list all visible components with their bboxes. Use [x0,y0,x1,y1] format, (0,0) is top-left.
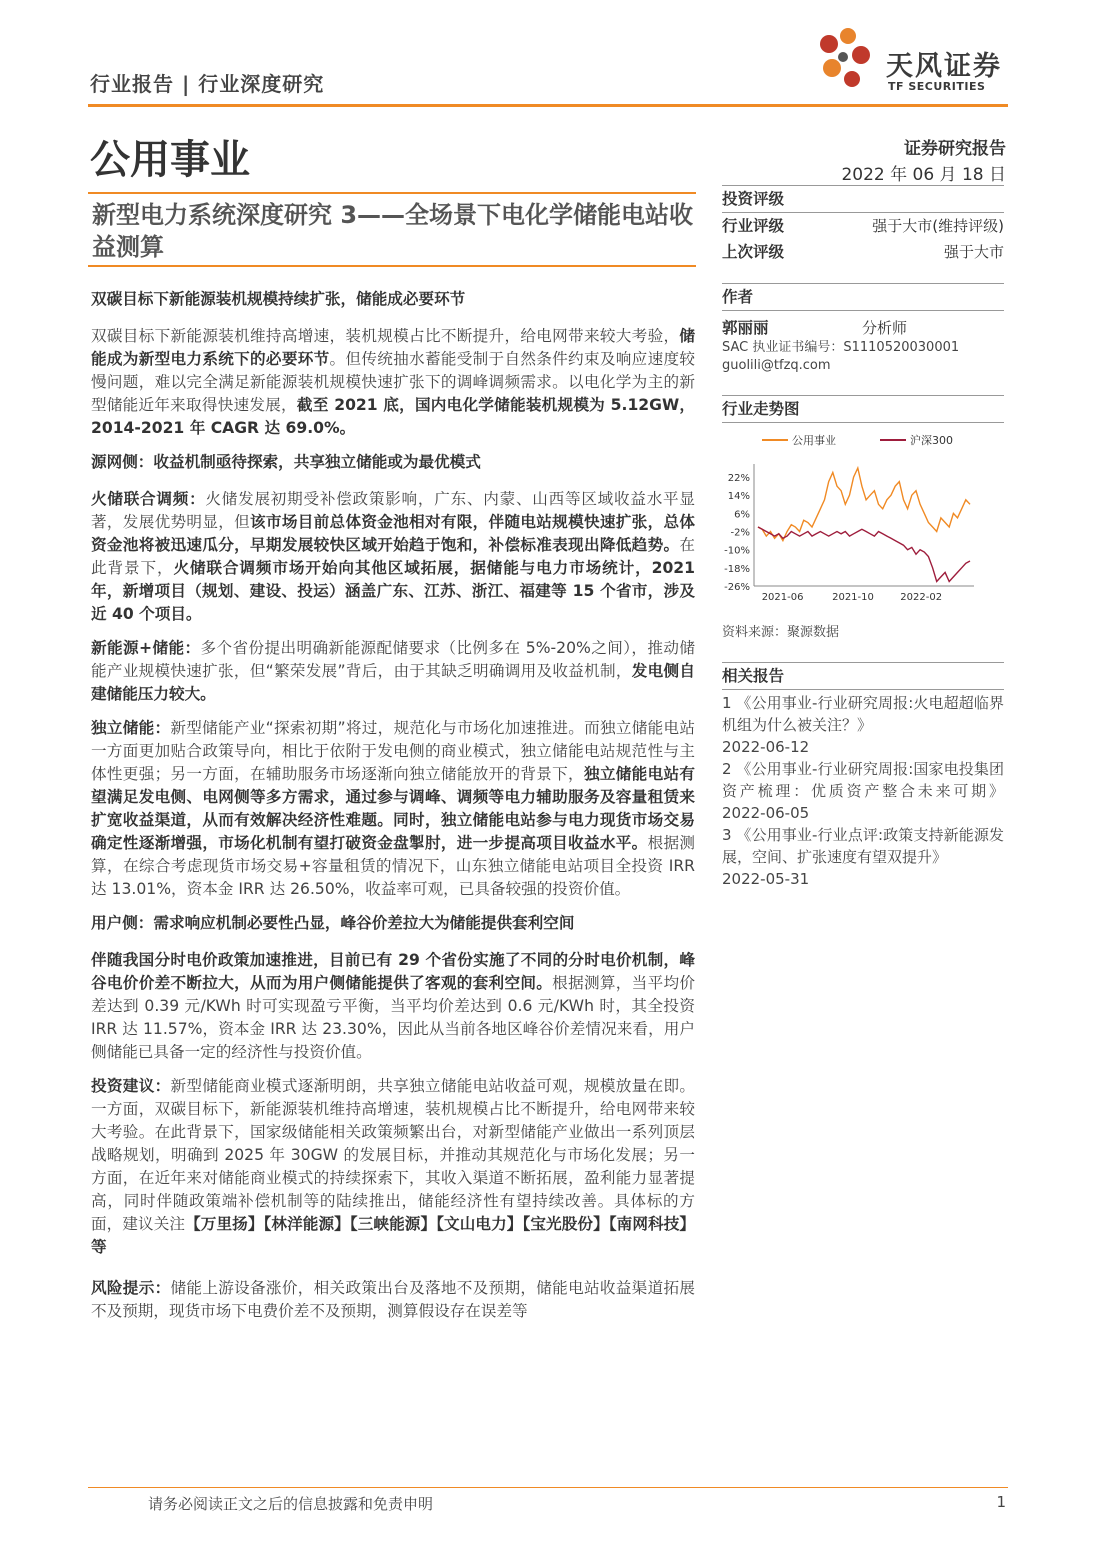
divider [722,310,1004,311]
related-item[interactable]: 1 《公用事业-行业研究周报:火电超超临界机组为什么被关注？》 2022-06-12 [722,694,1004,756]
related-title: 相关报告 [722,667,785,685]
related-item[interactable]: 2 《公用事业-行业研究周报:国家电投集团资产梳理：优质资产整合未来可期》 2022-06-05 [722,760,1004,822]
x-tick-label: 2021-06 [761,592,804,603]
chart-block [722,395,1004,423]
chart-title: 行业走势图 [722,400,800,418]
report-date: 2022 年 06 月 18 日 [841,165,1006,185]
y-tick-label: -10% [724,545,750,557]
paragraph: 火储联合调频：火储发展初期受补偿政策影响，广东、内蒙、山西等区域收益水平显著，发展优势明显，但该市场目前总体资金池相对有限，伴随电站规模快速扩张，总体资金池将被迅速瓜分，早期发展较快区域开始趋于饱和，补偿标准表现出降低趋势。在此背景下，火储联合调频市场开始向其他区域拓展，据储能与电力市场统计，2021 年，新增项目（规划、建设、投运）涵盖广东、江苏、浙江、福建等 15 个省市，涉及近 40 个项目。 [91,490,695,623]
report-title: 新型电力系统深度研究 3——全场景下电化学储能电站收益测算 [92,201,694,261]
title-bottom-rule [88,265,696,267]
paragraph: 双碳目标下新能源装机维持高增速，装机规模占比不断提升，给电网带来较大考验，储能成为新型电力系统下的必要环节。但传统抽水蓄能受制于自然条件约束及响应速度较慢问题，难以完全满足新能源装机规模快速扩张下的调峰调频需求。以电化学为主的新型储能近年来取得快速发展，截至 2021 底，国内电化学储能装机规模为 5.12GW，2014-2021 年 CAGR 达 69.0%。 [91,327,695,437]
paragraph: 投资建议：新型储能商业模式逐渐明朗，共享独立储能电站收益可观，规模放量在即。一方面，双碳目标下，新能源装机维持高增速，装机规模占比不断提升，给电网带来较大考验。在此背景下，国家级储能相关政策频繁出台，对新型储能产业做出一系列顶层战略规划，明确到 2025 年 30GW 的发展目标，并推动其规范化与市场化发展；另一方面，在近年来对储能商业模式的持续探索下，其收入渠道不断拓展，盈利能力显著提高，同时伴随政策端补偿机制等的陆续推出，储能经济性有望持续改善。具体标的方面，建议关注【万里扬】【林洋能源】【三峡能源】【文山电力】【宝光股份】【南网科技】等 [91,1077,695,1256]
section-heading: 源网侧：收益机制亟待探索，共享独立储能或为最优模式 [91,453,481,471]
paragraph: 伴随我国分时电价政策加速推进，目前已有 29 个省份实施了不同的分时电价机制，峰谷电价价差不断拉大，从而为用户侧储能提供了客观的套利空间。根据测算，当平均价差达到 0.39 元/KWh 时可实现盈亏平衡，当平均价差达到 0.6 元/KWh 时，其全投资 IRR 达 11.57%，资本金 IRR 达 23.30%，因此从当前各地区峰谷价差情况来看，用户侧储能已具备一定的经济性与投资价值。 [91,951,695,1061]
paragraph: 风险提示：储能上游设备涨价，相关政策出台及落地不及预期，储能电站收益渠道拓展不及预期，现货市场下电费价差不及预期，测算假设存在误差等 [91,1279,695,1320]
y-tick-label: 6% [734,509,750,521]
y-tick-label: 14% [727,491,750,503]
header-divider [88,104,1008,107]
main-body [91,288,695,1334]
divider [722,689,1004,690]
report-category: 行业报告 | 行业深度研究 [90,72,325,96]
rating-title: 投资评级 [722,190,785,208]
title-top-rule [88,192,696,194]
series-line-hs300 [758,527,970,582]
chart-source: 资料来源：聚源数据 [722,625,840,640]
legend-label-hs300: 沪深300 [910,434,953,447]
x-tick-label: 2021-10 [832,592,874,603]
paragraph: 新能源+储能：多个省份提出明确新能源配储要求（比例多在 5%-20%之间），推动储能产业规模快速扩张，但“繁荣发展”背后，由于其缺乏明确调用及收益机制，发电侧自建储能压力较大。 [91,639,695,703]
author-name: 郭丽丽 [722,319,769,337]
section-heading: 用户侧：需求响应机制必要性凸显，峰谷价差拉大为储能提供套利空间 [91,914,575,932]
author-role: 分析师 [862,319,908,337]
author-email: guolili@tfzq.com [722,358,831,373]
author-title: 作者 [722,288,754,306]
paragraph: 独立储能：新型储能产业“探索初期”将过，规范化与市场化加速推进。而独立储能电站一方面更加贴合政策导向，相比于依附于发电侧的商业模式，独立储能电站规范性与主体性更强；另一方面，在辅助服务市场逐渐向独立储能放开的背景下，独立储能电站有望满足发电侧、电网侧等多方需求，通过参与调峰、调频等电力辅助服务及容量租赁来扩宽收益渠道，从而有效解决经济性难题。同时，独立储能电站参与电力现货市场交易确定性逐渐增强，市场化机制有望打破资金盘掣肘，进一步提高项目收益水平。根据测算，在综合考虑现货市场交易+容量租赁的情况下，山东独立储能电站项目全投资 IRR 达 13.01%，资本金 IRR 达 26.50%，收益率可观，已具备较强的投资价值。 [91,719,695,898]
legend-label-utilities: 公用事业 [792,434,836,447]
page-number: 1 [996,1493,1006,1511]
report-type: 证券研究报告 [904,139,1006,159]
footer-disclaimer[interactable]: 请务必阅读正文之后的信息披露和免责申明 [148,1495,434,1513]
section-heading: 双碳目标下新能源装机规模持续扩张，储能成必要环节 [91,290,466,308]
divider [722,422,1004,423]
related-item[interactable]: 3 《公用事业-行业点评:政策支持新能源发展，空间、扩张速度有望双提升》 2022-05-31 [722,826,1004,888]
x-tick-label: 2022-02 [900,592,943,603]
footer-divider [88,1487,1008,1488]
y-tick-label: 22% [727,473,750,485]
author-row [722,317,1004,339]
author-cert: SAC 执业证书编号：S1110520030001 [722,340,960,355]
industry-trend-chart [722,428,982,613]
prev-rating-row: 上次评级 强于大市 [722,243,1004,261]
rating-block [722,185,1004,265]
y-tick-label: -2% [730,527,750,539]
sector-title: 公用事业 [90,137,250,183]
related-block [722,662,1004,890]
y-tick-label: -18% [724,563,750,575]
logo-cn-text: 天风证券 [886,51,1002,82]
author-block [722,283,1004,375]
industry-rating-row: 行业评级 强于大市(维持评级) [722,217,1004,235]
logo-en-text: TF SECURITIES [888,80,986,93]
y-tick-label: -26% [724,582,750,593]
